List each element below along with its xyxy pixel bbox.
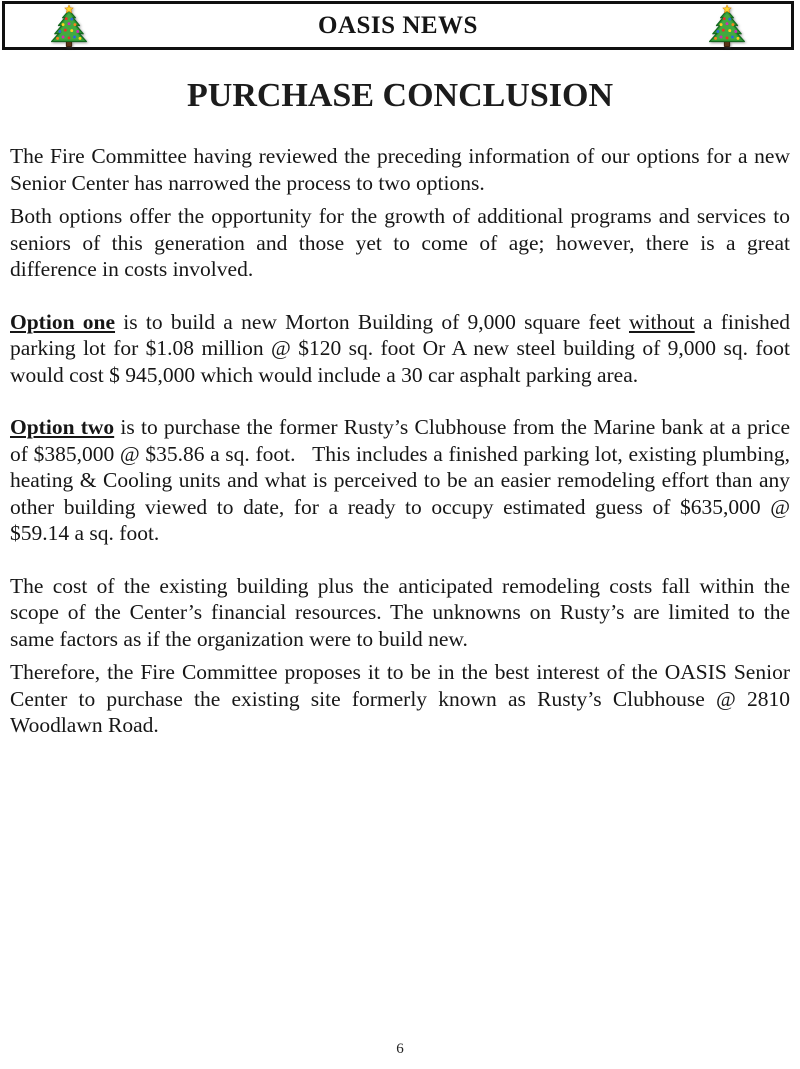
page-number: 6 [396, 1041, 404, 1057]
text-run: The cost of the existing building plus the anticipated remodeling costs fall within the scope of the Center’s financial resources. The unknowns on Rusty’s are limited to the same factors as if the organization were to build new. [10, 573, 790, 651]
article-paragraph [10, 143, 790, 196]
text-run: The Fire Committee having reviewed the preceding information of our options for a new Senior Center has narrowed the process to two options. [10, 144, 790, 195]
text-run: Option two [10, 415, 115, 439]
newsletter-header [2, 1, 794, 50]
article-paragraph [10, 573, 790, 653]
text-run: Both options offer the opportunity for the growth of additional programs and services to seniors of this generation and those yet to come of age; however, there is a great difference in costs involved. [10, 204, 790, 281]
text-run: is to build a new Morton Building of 9,000 square feet [115, 309, 629, 334]
text-run: Option one [10, 309, 116, 334]
text-run: is to purchase the former Rusty’s Clubhouse from the Marine bank at a price of $385,000 @ $35.86 a sq. foot. This includes a finished parking lot, existing plumbing, heating & Cooling units and what is perceived to be an easier remodeling effort than any other building viewed to date, for a ready to occupy estimated guess of $635,000 @ $59.14 a sq. foot. [10, 415, 790, 545]
article-paragraph [10, 659, 790, 739]
article-title: PURCHASE CONCLUSION [187, 77, 613, 114]
text-run: without [629, 309, 695, 334]
text-run: Therefore, the Fire Committee proposes it to be in the best interest of the OASIS Senior Center to purchase the existing site formerly known as Rusty’s Clubhouse @ 2810 Woodlawn Road. [10, 660, 790, 737]
article-paragraph [10, 414, 790, 547]
article-paragraph [10, 309, 790, 389]
christmas-tree-icon [45, 4, 93, 48]
newsletter-title: OASIS NEWS [318, 11, 478, 39]
article-paragraph [10, 203, 790, 283]
article-body [10, 143, 790, 746]
christmas-tree-icon [703, 4, 751, 48]
text-run: a finished parking lot for $1.08 million @ $120 sq. foot Or A new steel building of 9,000 sq. foot would cost $ 945,000 which would include a 30 car asphalt parking area. [10, 309, 791, 387]
